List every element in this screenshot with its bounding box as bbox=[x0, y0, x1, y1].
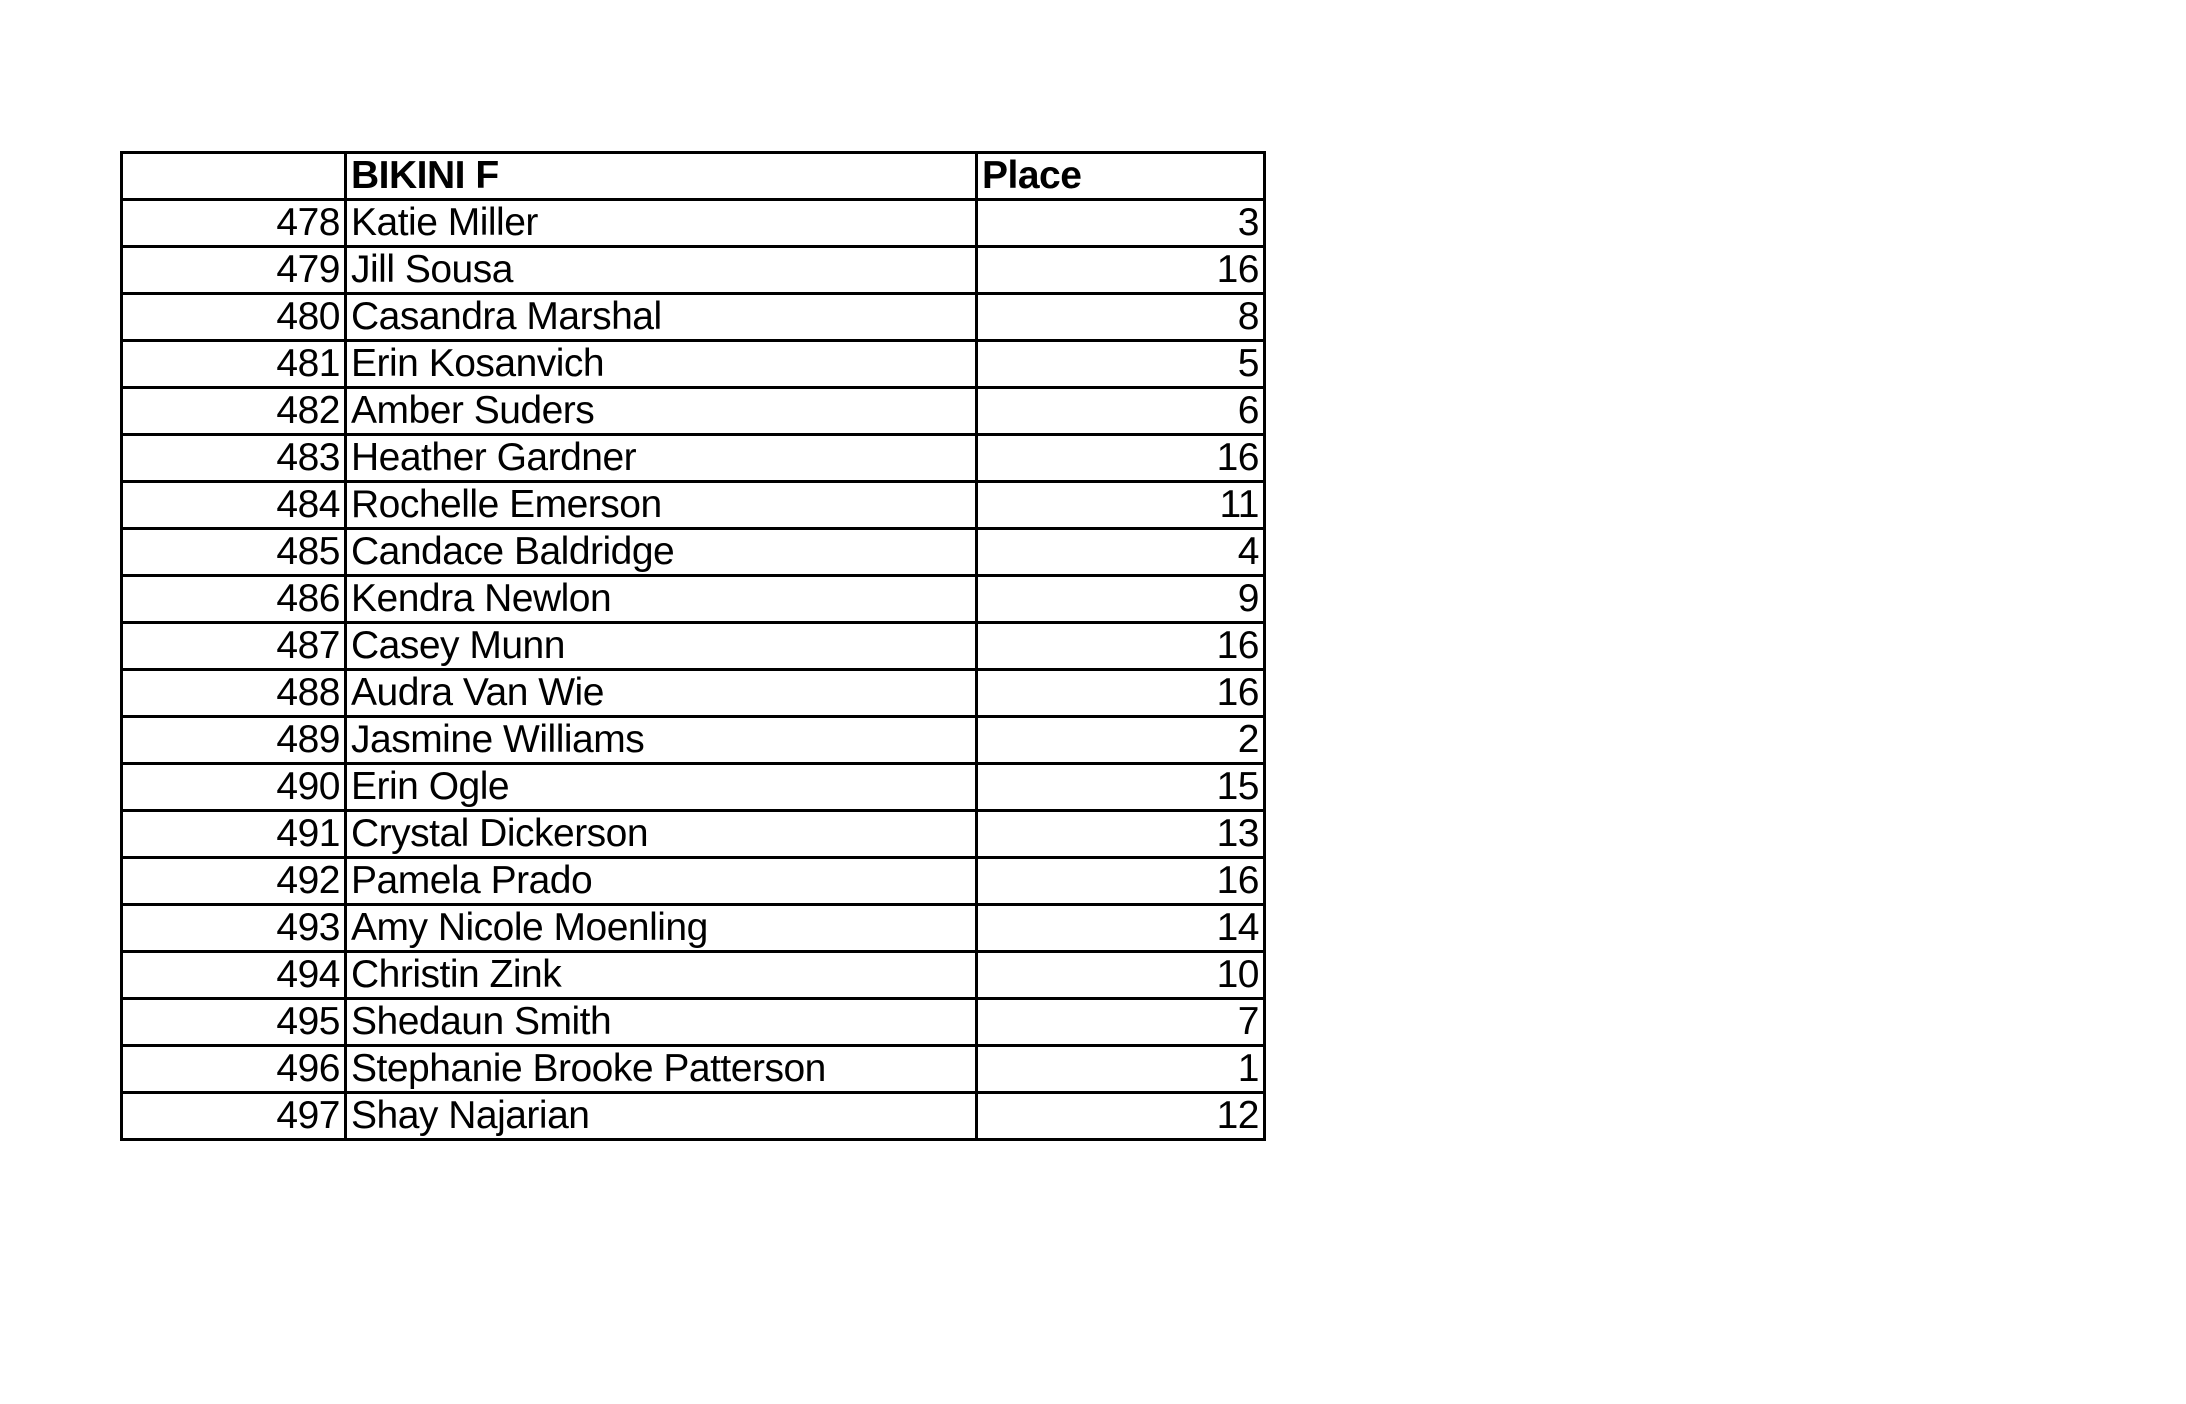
place-cell: 16 bbox=[977, 623, 1265, 670]
header-category-cell: BIKINI F bbox=[346, 153, 977, 200]
place-cell: 8 bbox=[977, 294, 1265, 341]
competitor-name-cell: Crystal Dickerson bbox=[346, 811, 977, 858]
competitor-number-cell: 495 bbox=[122, 999, 346, 1046]
competitor-name-cell: Erin Ogle bbox=[346, 764, 977, 811]
table-row bbox=[122, 200, 1265, 247]
competitor-name-cell: Amber Suders bbox=[346, 388, 977, 435]
table-header-row bbox=[122, 153, 1265, 200]
place-cell: 16 bbox=[977, 858, 1265, 905]
competitor-number-cell: 492 bbox=[122, 858, 346, 905]
place-cell: 11 bbox=[977, 482, 1265, 529]
competitor-name-cell: Stephanie Brooke Patterson bbox=[346, 1046, 977, 1093]
competitor-number-cell: 491 bbox=[122, 811, 346, 858]
competitor-number-cell: 481 bbox=[122, 341, 346, 388]
competitor-name-cell: Jasmine Williams bbox=[346, 717, 977, 764]
table-row bbox=[122, 952, 1265, 999]
place-cell: 5 bbox=[977, 341, 1265, 388]
competitor-name-cell: Audra Van Wie bbox=[346, 670, 977, 717]
competitor-number-cell: 480 bbox=[122, 294, 346, 341]
competitor-name-cell: Christin Zink bbox=[346, 952, 977, 999]
table-row bbox=[122, 388, 1265, 435]
table-row bbox=[122, 247, 1265, 294]
place-cell: 6 bbox=[977, 388, 1265, 435]
place-cell: 7 bbox=[977, 999, 1265, 1046]
competitor-number-cell: 484 bbox=[122, 482, 346, 529]
table-row bbox=[122, 529, 1265, 576]
place-cell: 10 bbox=[977, 952, 1265, 999]
competitor-number-cell: 490 bbox=[122, 764, 346, 811]
competitor-number-cell: 486 bbox=[122, 576, 346, 623]
place-cell: 16 bbox=[977, 670, 1265, 717]
table-row bbox=[122, 576, 1265, 623]
competitor-number-cell: 494 bbox=[122, 952, 346, 999]
table-row bbox=[122, 717, 1265, 764]
competitor-number-cell: 478 bbox=[122, 200, 346, 247]
competitor-name-cell: Kendra Newlon bbox=[346, 576, 977, 623]
table-row bbox=[122, 294, 1265, 341]
competitor-name-cell: Erin Kosanvich bbox=[346, 341, 977, 388]
competitor-name-cell: Shedaun Smith bbox=[346, 999, 977, 1046]
place-cell: 1 bbox=[977, 1046, 1265, 1093]
table-row bbox=[122, 858, 1265, 905]
table-row bbox=[122, 482, 1265, 529]
competitor-number-cell: 497 bbox=[122, 1093, 346, 1140]
competitor-number-cell: 487 bbox=[122, 623, 346, 670]
competitor-number-cell: 496 bbox=[122, 1046, 346, 1093]
competitor-number-cell: 479 bbox=[122, 247, 346, 294]
table-row bbox=[122, 1093, 1265, 1140]
header-number-cell bbox=[122, 153, 346, 200]
table-row bbox=[122, 905, 1265, 952]
table-row bbox=[122, 435, 1265, 482]
competitor-name-cell: Rochelle Emerson bbox=[346, 482, 977, 529]
competitor-number-cell: 489 bbox=[122, 717, 346, 764]
results-table bbox=[120, 151, 1266, 1141]
competitor-number-cell: 485 bbox=[122, 529, 346, 576]
competitor-number-cell: 493 bbox=[122, 905, 346, 952]
place-cell: 16 bbox=[977, 247, 1265, 294]
competitor-number-cell: 488 bbox=[122, 670, 346, 717]
place-cell: 15 bbox=[977, 764, 1265, 811]
table-row bbox=[122, 623, 1265, 670]
place-cell: 4 bbox=[977, 529, 1265, 576]
competitor-name-cell: Katie Miller bbox=[346, 200, 977, 247]
table-row bbox=[122, 999, 1265, 1046]
competitor-name-cell: Pamela Prado bbox=[346, 858, 977, 905]
competitor-name-cell: Casey Munn bbox=[346, 623, 977, 670]
place-cell: 14 bbox=[977, 905, 1265, 952]
competitor-name-cell: Amy Nicole Moenling bbox=[346, 905, 977, 952]
place-cell: 12 bbox=[977, 1093, 1265, 1140]
place-cell: 16 bbox=[977, 435, 1265, 482]
place-cell: 2 bbox=[977, 717, 1265, 764]
competitor-number-cell: 483 bbox=[122, 435, 346, 482]
place-cell: 13 bbox=[977, 811, 1265, 858]
table-row bbox=[122, 341, 1265, 388]
table-row bbox=[122, 670, 1265, 717]
place-cell: 3 bbox=[977, 200, 1265, 247]
competitor-number-cell: 482 bbox=[122, 388, 346, 435]
table-row bbox=[122, 764, 1265, 811]
competitor-name-cell: Candace Baldridge bbox=[346, 529, 977, 576]
place-cell: 9 bbox=[977, 576, 1265, 623]
competitor-name-cell: Jill Sousa bbox=[346, 247, 977, 294]
table-row bbox=[122, 1046, 1265, 1093]
header-place-cell: Place bbox=[977, 153, 1265, 200]
competitor-name-cell: Shay Najarian bbox=[346, 1093, 977, 1140]
competitor-name-cell: Casandra Marshal bbox=[346, 294, 977, 341]
table-row bbox=[122, 811, 1265, 858]
competitor-name-cell: Heather Gardner bbox=[346, 435, 977, 482]
